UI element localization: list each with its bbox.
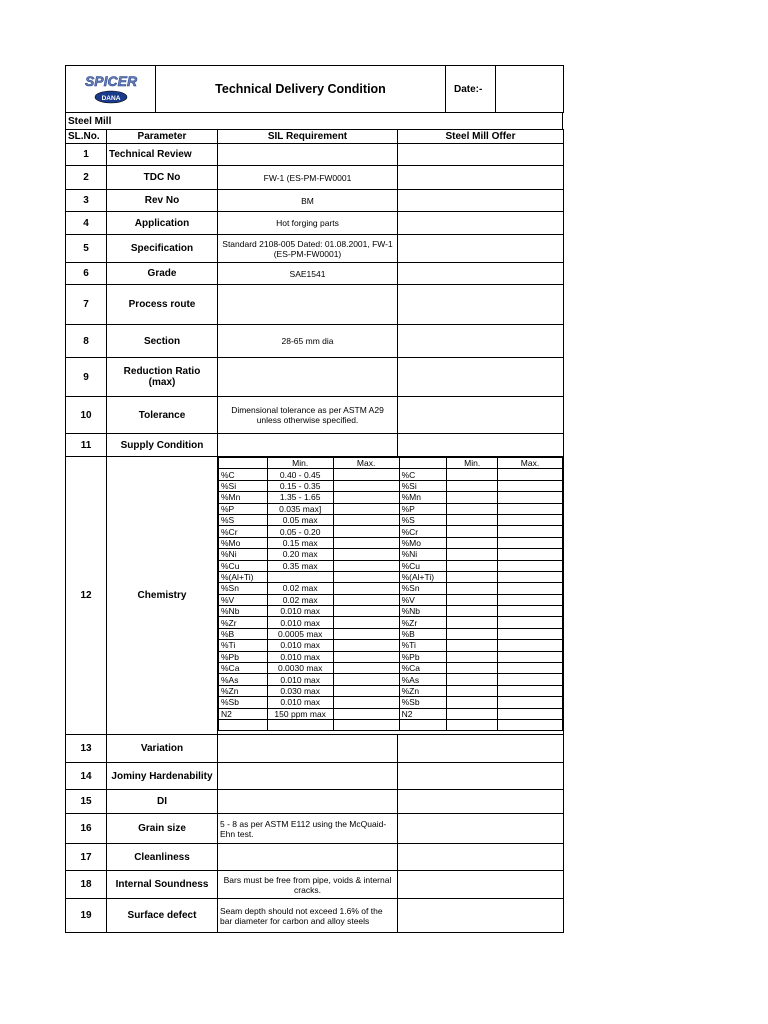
table-row — [66, 814, 564, 844]
header-table — [65, 65, 564, 113]
chem-min-label: Min. — [267, 458, 333, 469]
chem-max-value — [333, 560, 399, 571]
row-sil-requirement — [218, 434, 398, 457]
spicer-logo — [66, 66, 156, 113]
chem-min-value: 0.010 max — [267, 651, 333, 662]
row-parameter: Grade — [107, 263, 218, 285]
chemistry-row — [219, 606, 563, 617]
chem-offer-min-field[interactable] — [447, 640, 498, 651]
chem-min-value: 1.35 - 1.65 — [267, 492, 333, 503]
row-steel-mill-offer-field[interactable] — [398, 144, 564, 166]
chem-offer-max-field[interactable] — [498, 469, 563, 480]
chem-offer-min-field[interactable] — [447, 708, 498, 719]
chem-offer-max-field[interactable] — [498, 651, 563, 662]
chem-max-value — [333, 549, 399, 560]
row-parameter: TDC No — [107, 166, 218, 190]
chem-offer-max-field[interactable] — [498, 537, 563, 548]
row-parameter: Tolerance — [107, 397, 218, 434]
chem-element: %As — [219, 674, 268, 685]
chem-offer-max-field[interactable] — [498, 640, 563, 651]
chem-min-value: 0.05 - 0.20 — [267, 526, 333, 537]
row-sil-requirement: SAE1541 — [218, 263, 398, 285]
chem-offer-element: %(Al+Ti) — [399, 571, 447, 582]
chem-offer-min-field[interactable] — [447, 651, 498, 662]
logo-sub-text: DANA — [101, 95, 120, 102]
chem-offer-max-field[interactable] — [498, 583, 563, 594]
chem-min-value — [267, 571, 333, 582]
chem-offer-min-field[interactable] — [447, 549, 498, 560]
row-sil-requirement: Dimensional tolerance as per ASTM A29 unless otherwise specified. — [218, 397, 398, 434]
chem-element: %B — [219, 628, 268, 639]
row-number: 14 — [66, 763, 107, 790]
chem-element: %Ti — [219, 640, 268, 651]
row-parameter: Specification — [107, 235, 218, 263]
row-parameter: Application — [107, 212, 218, 235]
chem-min-value: 0.010 max — [267, 674, 333, 685]
table-row — [66, 325, 564, 358]
chem-offer-element: %Mn — [399, 492, 447, 503]
row-steel-mill-offer-field[interactable] — [398, 899, 564, 933]
column-header-sil-requirement: SIL Requirement — [218, 130, 398, 144]
table-row — [66, 166, 564, 190]
row-parameter: Technical Review — [107, 144, 218, 166]
logo-text: SPICER — [84, 73, 137, 89]
chem-offer-max-field[interactable] — [498, 628, 563, 639]
chem-element: %Sn — [219, 583, 268, 594]
chem-offer-element: %Si — [399, 480, 447, 491]
chem-max-value — [333, 469, 399, 480]
row-number: 9 — [66, 358, 107, 397]
chem-element: %P — [219, 503, 268, 514]
chem-max-value — [333, 537, 399, 548]
chemistry-row — [219, 651, 563, 662]
chem-offer-element: %As — [399, 674, 447, 685]
chem-element: %Zn — [219, 685, 268, 696]
chem-offer-max-field[interactable] — [498, 617, 563, 628]
main-table — [65, 129, 564, 933]
row-number: 4 — [66, 212, 107, 235]
row-sil-requirement — [218, 285, 398, 325]
chemistry-row — [219, 640, 563, 651]
row-parameter: Supply Condition — [107, 434, 218, 457]
chem-max-value — [333, 480, 399, 491]
table-row — [66, 844, 564, 871]
chem-max-value — [333, 685, 399, 696]
tdc-sheet — [65, 65, 563, 933]
row-sil-requirement — [218, 763, 398, 790]
chem-max-value — [333, 617, 399, 628]
row-number: 3 — [66, 190, 107, 212]
chem-element: %Zr — [219, 617, 268, 628]
chem-max-value — [333, 606, 399, 617]
chem-offer-min-field[interactable] — [447, 503, 498, 514]
chem-min-value: 0.010 max — [267, 617, 333, 628]
row-sil-requirement: Bars must be free from pipe, voids & internal cracks. — [218, 871, 398, 899]
table-row — [66, 899, 564, 933]
row-parameter: Surface defect — [107, 899, 218, 933]
chem-min-value: 0.030 max — [267, 685, 333, 696]
chem-max-value — [333, 583, 399, 594]
row-sil-requirement: 5 - 8 as per ASTM E112 using the McQuaid-Ehn test. — [218, 814, 398, 844]
chem-offer-min-label: Min. — [447, 458, 498, 469]
chem-max-value — [333, 708, 399, 719]
row-parameter: Internal Soundness — [107, 871, 218, 899]
chemistry-row — [219, 503, 563, 514]
chem-offer-max-field[interactable] — [498, 594, 563, 605]
chem-min-value: 0.05 max — [267, 514, 333, 525]
chemistry-row — [219, 663, 563, 674]
row-parameter: Jominy Hardenability — [107, 763, 218, 790]
chemistry-row — [219, 594, 563, 605]
table-row — [66, 434, 564, 457]
row-sil-requirement: BM — [218, 190, 398, 212]
chem-element: %Sb — [219, 697, 268, 708]
chem-element: %Mo — [219, 537, 268, 548]
chem-element: %Nb — [219, 606, 268, 617]
table-row — [66, 144, 564, 166]
chem-offer-max-field[interactable] — [498, 549, 563, 560]
chem-offer-element: %Zn — [399, 685, 447, 696]
chem-element: %C — [219, 469, 268, 480]
chem-element: %V — [219, 594, 268, 605]
chem-offer-min-field[interactable] — [447, 594, 498, 605]
table-row — [66, 263, 564, 285]
table-row — [66, 763, 564, 790]
row-steel-mill-offer-field[interactable] — [398, 397, 564, 434]
chemistry-row — [219, 708, 563, 719]
row-sil-requirement: FW-1 (ES-PM-FW0001 — [218, 166, 398, 190]
chem-max-value — [333, 628, 399, 639]
chem-offer-max-field[interactable] — [498, 606, 563, 617]
chem-offer-max-field[interactable] — [498, 697, 563, 708]
chem-min-value: 0.02 max — [267, 594, 333, 605]
chem-offer-min-field[interactable] — [447, 606, 498, 617]
chemistry-row — [219, 537, 563, 548]
chemistry-row — [219, 571, 563, 582]
chem-max-value — [333, 651, 399, 662]
chem-offer-element: %S — [399, 514, 447, 525]
chem-offer-min-field[interactable] — [447, 560, 498, 571]
steel-mill-table — [65, 112, 563, 130]
column-header-row — [66, 130, 564, 144]
chem-offer-element: %Zr — [399, 617, 447, 628]
table-row — [66, 871, 564, 899]
chem-max-value — [333, 697, 399, 708]
chem-offer-max-field[interactable] — [498, 560, 563, 571]
chem-element: %Cr — [219, 526, 268, 537]
row-parameter: Chemistry — [107, 457, 218, 735]
row-parameter: Rev No — [107, 190, 218, 212]
chem-offer-max-field[interactable] — [498, 708, 563, 719]
chem-offer-min-field[interactable] — [447, 583, 498, 594]
chem-max-value — [333, 526, 399, 537]
chem-empty-cell — [267, 719, 333, 730]
table-row — [66, 397, 564, 434]
chem-max-value — [333, 663, 399, 674]
chem-min-value: 0.35 max — [267, 560, 333, 571]
chem-offer-min-field[interactable] — [447, 571, 498, 582]
chem-element: %Pb — [219, 651, 268, 662]
chem-offer-max-field[interactable] — [498, 663, 563, 674]
chem-empty-cell — [399, 719, 447, 730]
row-number: 7 — [66, 285, 107, 325]
chem-element: %Cu — [219, 560, 268, 571]
row-parameter: Cleanliness — [107, 844, 218, 871]
chem-max-value — [333, 571, 399, 582]
row-steel-mill-offer-field[interactable] — [398, 166, 564, 190]
chem-offer-element: %Cu — [399, 560, 447, 571]
chem-offer-max-field[interactable] — [498, 526, 563, 537]
chem-max-value — [333, 492, 399, 503]
chem-min-value: 0.010 max — [267, 697, 333, 708]
document-title: Technical Delivery Condition — [156, 66, 446, 113]
chem-offer-element: %V — [399, 594, 447, 605]
row-steel-mill-offer-field[interactable] — [398, 735, 564, 763]
chem-blank — [219, 458, 268, 469]
chem-min-value: 0.40 - 0.45 — [267, 469, 333, 480]
chem-offer-max-field[interactable] — [498, 514, 563, 525]
chem-min-value: 0.010 max — [267, 606, 333, 617]
row-number: 13 — [66, 735, 107, 763]
chem-min-value: 0.20 max — [267, 549, 333, 560]
chemistry-row — [219, 719, 563, 730]
table-row — [66, 735, 564, 763]
chem-offer-min-field[interactable] — [447, 663, 498, 674]
row-steel-mill-offer-field[interactable] — [398, 358, 564, 397]
row-steel-mill-offer-field[interactable] — [398, 814, 564, 844]
chem-element: %Mn — [219, 492, 268, 503]
row-parameter: Process route — [107, 285, 218, 325]
chem-min-value: 0.035 max] — [267, 503, 333, 514]
table-row — [66, 190, 564, 212]
chemistry-row — [219, 549, 563, 560]
chem-offer-element: %P — [399, 503, 447, 514]
chemistry-row — [219, 583, 563, 594]
chem-element: %Ni — [219, 549, 268, 560]
table-row — [66, 235, 564, 263]
row-sil-requirement — [218, 358, 398, 397]
chem-offer-element: %Sn — [399, 583, 447, 594]
chem-offer-blank — [399, 458, 447, 469]
chem-offer-min-field[interactable] — [447, 674, 498, 685]
chem-empty-cell — [447, 719, 498, 730]
row-sil-requirement — [218, 144, 398, 166]
chemistry-row — [219, 514, 563, 525]
chemistry-row — [219, 480, 563, 491]
chem-max-value — [333, 674, 399, 685]
chem-offer-min-field[interactable] — [447, 480, 498, 491]
row-number: 5 — [66, 235, 107, 263]
row-number: 11 — [66, 434, 107, 457]
row-parameter: Grain size — [107, 814, 218, 844]
row-number: 2 — [66, 166, 107, 190]
chemistry-table — [218, 457, 563, 731]
chem-element: %Ca — [219, 663, 268, 674]
chem-offer-min-field[interactable] — [447, 685, 498, 696]
chem-min-value: 0.15 - 0.35 — [267, 480, 333, 491]
chem-offer-element: %Nb — [399, 606, 447, 617]
chem-offer-min-field[interactable] — [447, 469, 498, 480]
row-steel-mill-offer-field[interactable] — [398, 285, 564, 325]
row-sil-requirement: Standard 2108-005 Dated: 01.08.2001, FW-1 (ES-PM-FW0001) — [218, 235, 398, 263]
chem-offer-element: %B — [399, 628, 447, 639]
chem-offer-element: %Pb — [399, 651, 447, 662]
column-header-steel-mill-offer: Steel Mill Offer — [398, 130, 564, 144]
row-steel-mill-offer-field[interactable] — [398, 844, 564, 871]
chem-offer-element: %Ca — [399, 663, 447, 674]
steel-mill-label: Steel Mill — [66, 113, 563, 131]
chem-offer-element: %Ni — [399, 549, 447, 560]
date-value-field[interactable] — [496, 66, 564, 113]
chem-offer-max-field[interactable] — [498, 571, 563, 582]
chem-offer-element: %Mo — [399, 537, 447, 548]
table-row — [66, 358, 564, 397]
chem-offer-max-field[interactable] — [498, 492, 563, 503]
chem-offer-max-field[interactable] — [498, 503, 563, 514]
chem-offer-min-field[interactable] — [447, 628, 498, 639]
row-number: 10 — [66, 397, 107, 434]
table-row — [66, 212, 564, 235]
chem-offer-element: %C — [399, 469, 447, 480]
row-sil-requirement: 28-65 mm dia — [218, 325, 398, 358]
chem-offer-min-field[interactable] — [447, 526, 498, 537]
chem-offer-max-label: Max. — [498, 458, 563, 469]
row-steel-mill-offer-field[interactable] — [398, 212, 564, 235]
column-header-parameter: Parameter — [107, 130, 218, 144]
chem-element: N2 — [219, 708, 268, 719]
chem-max-value — [333, 594, 399, 605]
chem-max-value — [333, 514, 399, 525]
row-number: 1 — [66, 144, 107, 166]
chem-offer-min-field[interactable] — [447, 492, 498, 503]
chem-offer-element: %Cr — [399, 526, 447, 537]
row-parameter: DI — [107, 790, 218, 814]
chem-max-label: Max. — [333, 458, 399, 469]
row-number: 16 — [66, 814, 107, 844]
chem-max-value — [333, 640, 399, 651]
chem-max-value — [333, 503, 399, 514]
chem-empty-cell — [333, 719, 399, 730]
chem-offer-max-field[interactable] — [498, 674, 563, 685]
chem-offer-element: %Ti — [399, 640, 447, 651]
chemistry-row — [219, 685, 563, 696]
column-header-slno: SL.No. — [66, 130, 107, 144]
chemistry-grid-cell — [218, 457, 564, 735]
row-sil-requirement: Hot forging parts — [218, 212, 398, 235]
row-steel-mill-offer-field[interactable] — [398, 871, 564, 899]
chem-offer-max-field[interactable] — [498, 480, 563, 491]
row-sil-requirement — [218, 735, 398, 763]
row-parameter: Variation — [107, 735, 218, 763]
row-number: 19 — [66, 899, 107, 933]
chem-empty-cell — [498, 719, 563, 730]
chem-min-value: 150 ppm max — [267, 708, 333, 719]
row-steel-mill-offer-field[interactable] — [398, 263, 564, 285]
row-number: 15 — [66, 790, 107, 814]
row-number: 8 — [66, 325, 107, 358]
row-number: 18 — [66, 871, 107, 899]
row-number: 12 — [66, 457, 107, 735]
chemistry-row — [219, 617, 563, 628]
chem-min-value: 0.0005 max — [267, 628, 333, 639]
chem-element: %(Al+Ti) — [219, 571, 268, 582]
row-steel-mill-offer-field[interactable] — [398, 790, 564, 814]
chemistry-row — [219, 674, 563, 685]
chem-empty-cell — [219, 719, 268, 730]
chem-offer-min-field[interactable] — [447, 537, 498, 548]
table-row — [66, 790, 564, 814]
chem-element: %S — [219, 514, 268, 525]
chem-offer-element: N2 — [399, 708, 447, 719]
chem-min-value: 0.0030 max — [267, 663, 333, 674]
chemistry-row — [219, 560, 563, 571]
row-steel-mill-offer-field[interactable] — [398, 434, 564, 457]
chem-offer-min-field[interactable] — [447, 514, 498, 525]
chemistry-row — [219, 697, 563, 708]
chem-offer-element: %Sb — [399, 697, 447, 708]
row-parameter: Reduction Ratio (max) — [107, 358, 218, 397]
chemistry-row — [219, 526, 563, 537]
row-steel-mill-offer-field[interactable] — [398, 763, 564, 790]
date-label: Date:- — [446, 66, 496, 113]
row-number: 6 — [66, 263, 107, 285]
chemistry-header-row — [219, 458, 563, 469]
row-number: 17 — [66, 844, 107, 871]
table-row — [66, 285, 564, 325]
chem-offer-min-field[interactable] — [447, 617, 498, 628]
row-steel-mill-offer-field[interactable] — [398, 325, 564, 358]
chem-min-value: 0.02 max — [267, 583, 333, 594]
chem-min-value: 0.010 max — [267, 640, 333, 651]
chemistry-row — [219, 628, 563, 639]
row-parameter: Section — [107, 325, 218, 358]
chem-offer-max-field[interactable] — [498, 685, 563, 696]
chem-offer-min-field[interactable] — [447, 697, 498, 708]
chemistry-row — [219, 492, 563, 503]
chem-element: %Si — [219, 480, 268, 491]
chem-min-value: 0.15 max — [267, 537, 333, 548]
chemistry-row — [219, 469, 563, 480]
row-steel-mill-offer-field[interactable] — [398, 235, 564, 263]
row-steel-mill-offer-field[interactable] — [398, 190, 564, 212]
row-sil-requirement — [218, 790, 398, 814]
row-sil-requirement — [218, 844, 398, 871]
row-sil-requirement: Seam depth should not exceed 1.6% of the bar diameter for carbon and alloy steels — [218, 899, 398, 933]
table-row — [66, 457, 564, 735]
